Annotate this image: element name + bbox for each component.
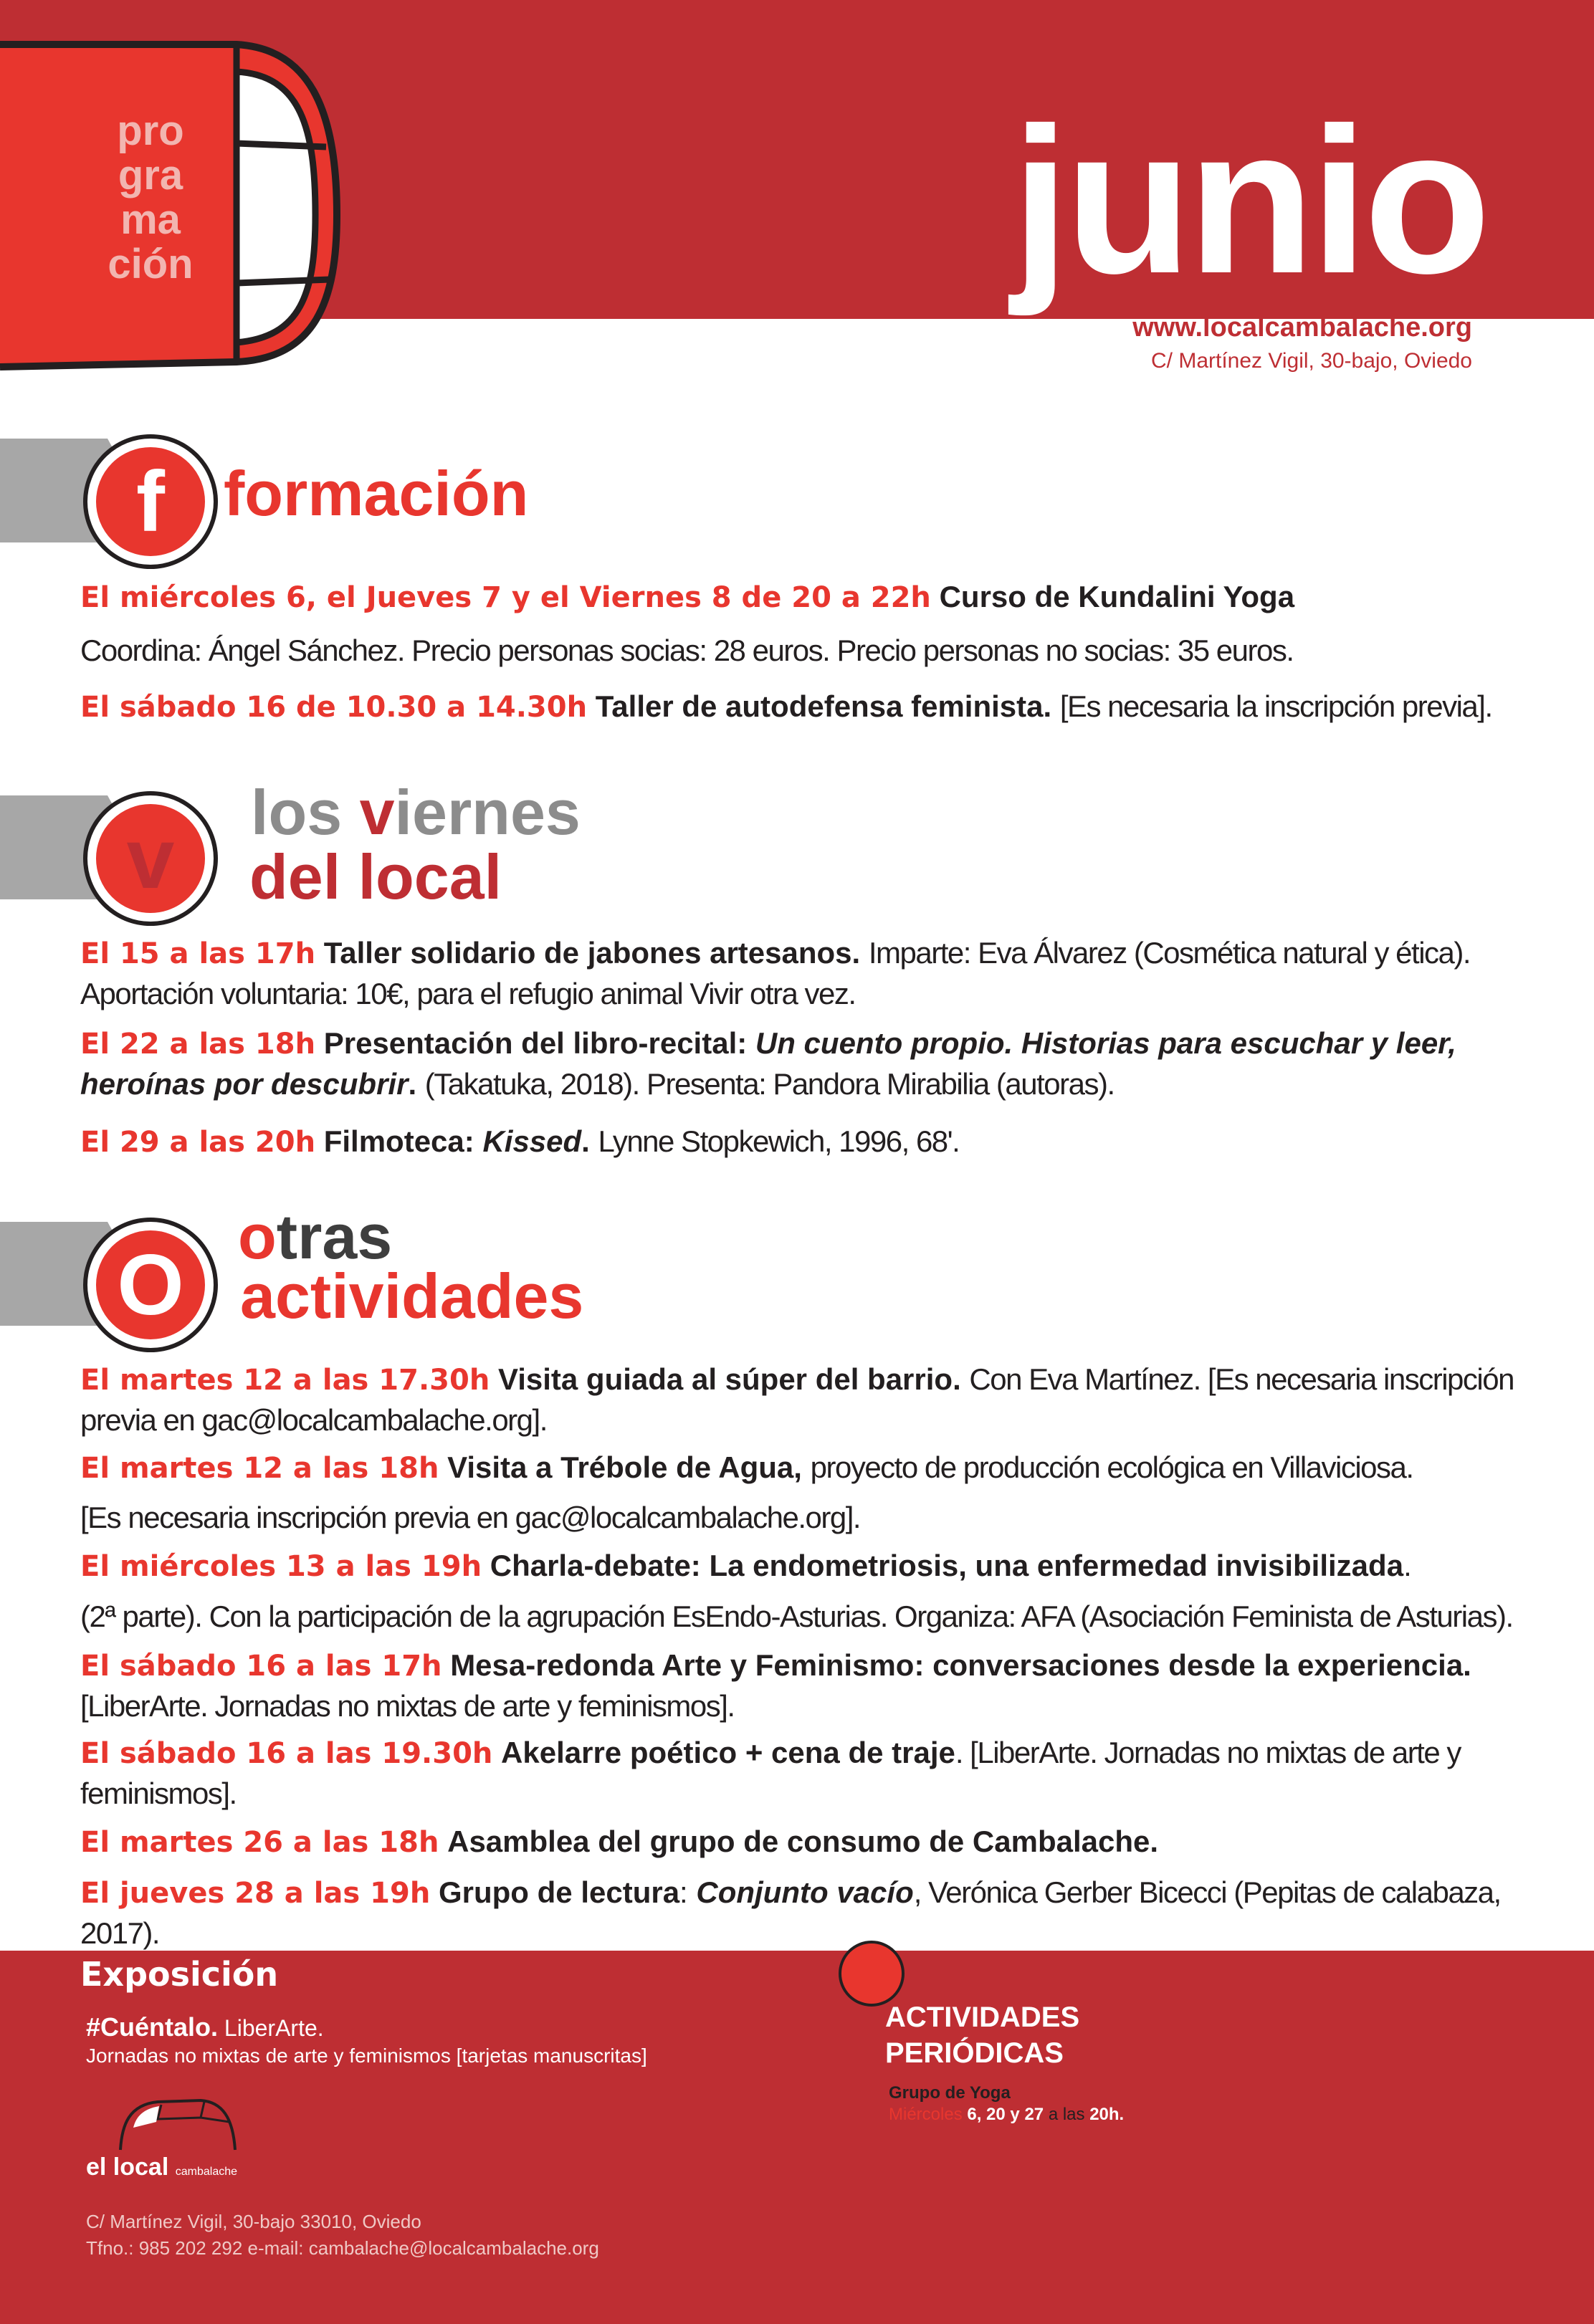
periodicas-schedule: Miércoles 6, 20 y 27 a las 20h. xyxy=(889,2105,1125,2124)
exposicion-name: #Cuéntalo. LiberArte. xyxy=(86,2012,324,2042)
header-address: C/ Martínez Vigil, 30-bajo, Oviedo xyxy=(1151,349,1472,373)
footer-logo-text: el local cambalache xyxy=(86,2153,238,2181)
list-item: El 15 a las 17h Taller solidario de jabones artesanos. Imparte: Eva Álvarez (Cosmética natural y ética). Aportación voluntaria: 10€, para el refugio animal Vivir otra vez. xyxy=(80,936,1471,1010)
periodicas-circle-icon xyxy=(839,1941,905,2007)
programacion-label: pro gra ma ción xyxy=(108,107,194,287)
list-item: El jueves 28 a las 19h Grupo de lectura: Conjunto vacío, Verónica Gerber Bicecci (Pepitas de calabaza, 2017). xyxy=(80,1875,1501,1950)
list-item: El 29 a las 20h Filmoteca: Kissed. Lynne Stopkewich, 1996, 68'. xyxy=(80,1124,960,1159)
list-item: El sábado 16 a las 19.30h Akelarre poético + cena de traje. [LiberArte. Jornadas no mixtas de arte y feminismos]. xyxy=(80,1736,1461,1810)
list-item: El martes 12 a las 17.30h Visita guiada al súper del barrio. Con Eva Martínez. [Es necesaria inscripción previa en gac@localcambalache.org]. xyxy=(80,1362,1514,1437)
list-item: El martes 26 a las 18h Asamblea del grupo de consumo de Cambalache. xyxy=(80,1825,1159,1859)
list-item: El martes 12 a las 18h Visita a Trébole de Agua, proyecto de producción ecológica en Villaviciosa. xyxy=(80,1450,1413,1485)
list-item: El sábado 16 a las 17h Mesa-redonda Arte y Feminismo: conversaciones desde la experiencia. [LiberArte. Jornadas no mixtas de arte y feminismos]. xyxy=(80,1648,1471,1723)
section-title-viernes: los viernes xyxy=(251,777,581,848)
section-circle-v: v xyxy=(87,795,214,922)
list-item-note: (2ª parte). Con la participación de la agrupación EsEndo-Asturias. Organiza: AFA (Asociación Feminista de Asturias). xyxy=(80,1599,1513,1633)
section-circle-f: f xyxy=(87,439,214,565)
list-item: El miércoles 13 a las 19h Charla-debate: La endometriosis, una enfermedad invisibilizada. xyxy=(80,1549,1412,1583)
footer-contact: Tfno.: 985 202 292 e-mail: cambalache@localcambalache.org xyxy=(86,2237,599,2259)
exposicion-title: Exposición xyxy=(80,1955,279,1994)
section-title-formacion: formación xyxy=(224,458,529,529)
section-circle-o: O xyxy=(87,1222,214,1348)
periodicas-group: Grupo de Yoga xyxy=(889,2083,1011,2103)
section-title-otras-line2: actividades xyxy=(240,1261,584,1331)
local-logo-small xyxy=(115,2096,244,2153)
month-title: junio xyxy=(1011,85,1486,317)
list-item-note: [Es necesaria inscripción previa en gac@localcambalache.org]. xyxy=(80,1501,861,1534)
list-item: El 22 a las 18h Presentación del libro-recital: Un cuento propio. Historias para escuchar y leer, heroínas por descubrir. (Takatuka, 2018). Presenta: Pandora Mirabilia (autoras). xyxy=(80,1026,1456,1101)
website-link[interactable]: www.localcambalache.org xyxy=(1132,312,1472,343)
periodicas-title: ACTIVIDADES PERIÓDICAS xyxy=(885,2002,1080,2069)
footer-address: C/ Martínez Vigil, 30-bajo 33010, Oviedo xyxy=(86,2211,421,2232)
section-title-otras: otras xyxy=(238,1201,393,1272)
list-item: El miércoles 6, el Jueves 7 y el Viernes 8 de 20 a 22h Curso de Kundalini Yoga xyxy=(80,580,1295,614)
section-title-viernes-line2: del local xyxy=(249,841,502,912)
list-item: El sábado 16 de 10.30 a 14.30h Taller de autodefensa feminista. [Es necesaria la inscripción previa]. xyxy=(80,689,1492,724)
list-item-note: Coordina: Ángel Sánchez. Precio personas socias: 28 euros. Precio personas no socias: 35 euros. xyxy=(80,633,1294,667)
exposicion-description: Jornadas no mixtas de arte y feminismos [tarjetas manuscritas] xyxy=(86,2045,647,2067)
